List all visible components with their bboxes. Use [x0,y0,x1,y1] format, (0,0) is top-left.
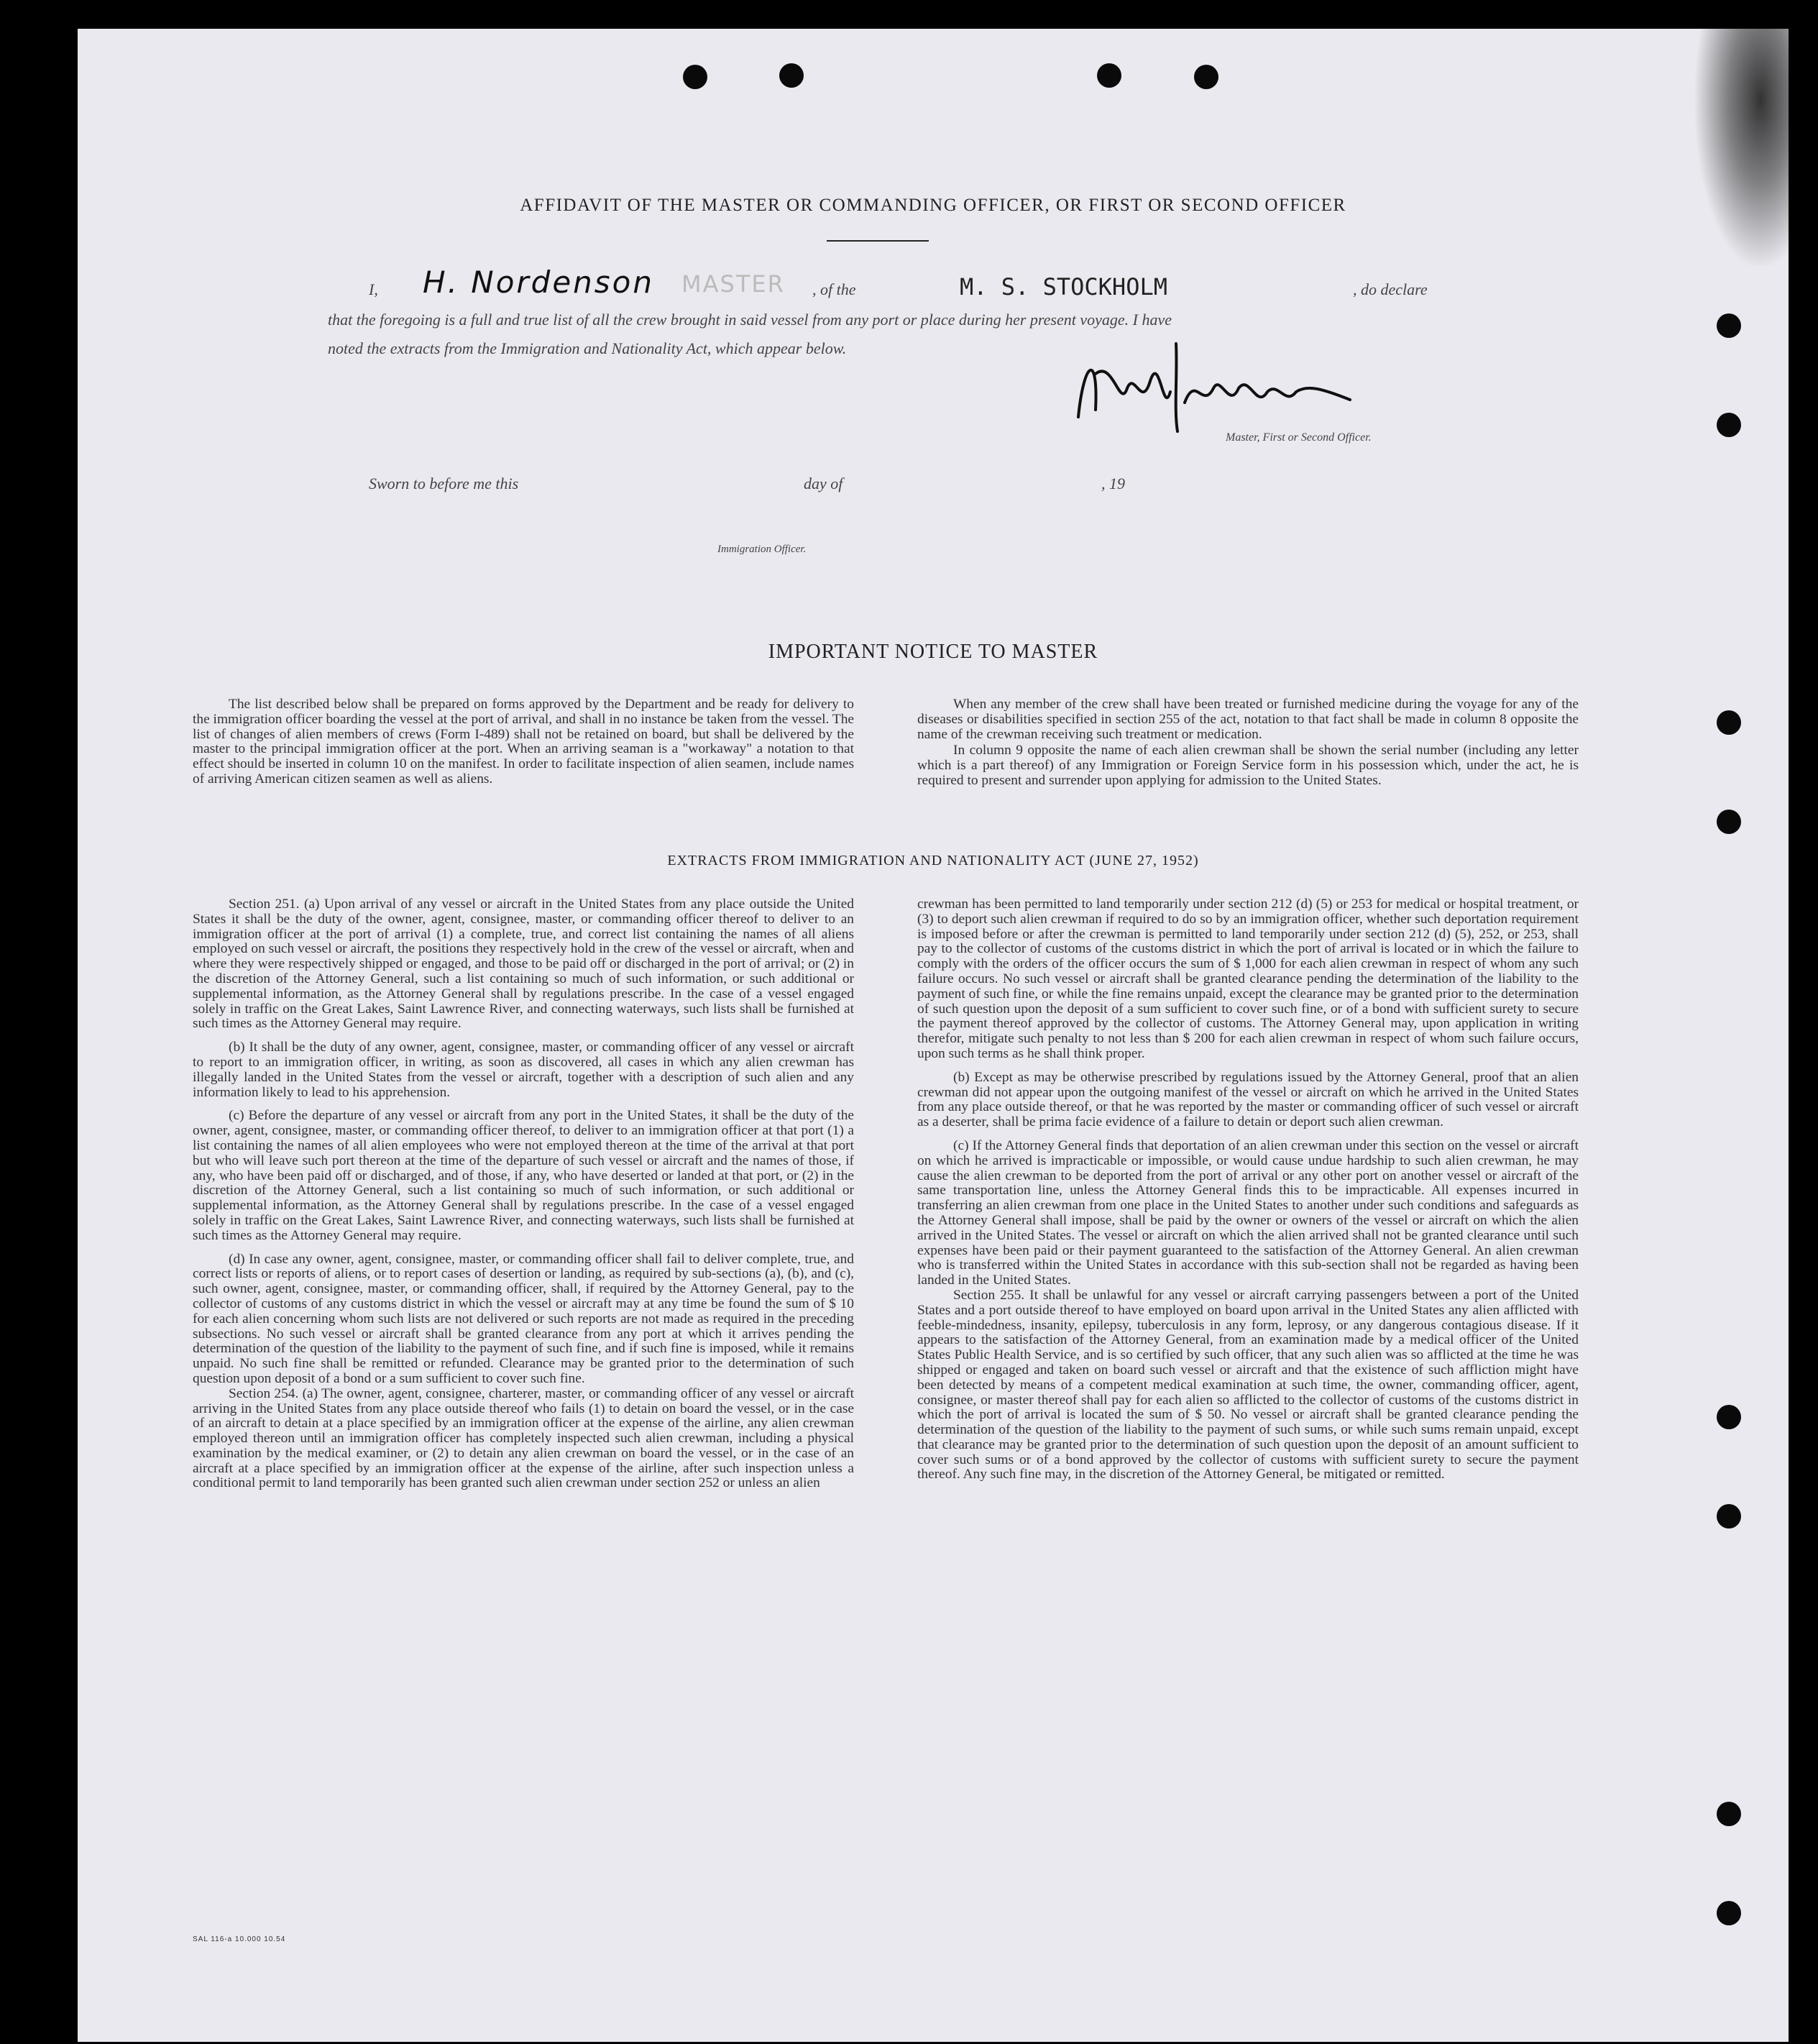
extracts-left-column [193,897,854,1491]
punch-hole [1717,710,1741,735]
form-code: SAL 116-a 10.000 10.54 [193,1935,286,1943]
punch-hole [779,63,804,88]
notice-left-column [193,697,854,787]
punch-hole [1717,413,1741,437]
notice-paragraph: When any member of the crew shall have been treated or furnished medicine during the voyage for any of the diseases or disabilities specified in section 255 of the act, notation to that fact shall be made in column 8 opposite the name of the crewman receiving such treatment or medication. [917,697,1579,742]
affidavit-title: AFFIDAVIT OF THE MASTER OR COMMANDING OFFICER, OR FIRST OR SECOND OFFICER [520,196,1346,215]
punch-hole [1097,63,1121,88]
punch-hole [1717,313,1741,338]
of-the-label: , of the [812,280,856,298]
day-of-label: day of [804,475,843,492]
signature-scrawl [1070,331,1357,446]
document-page [78,29,1789,2042]
extracts-right-column [917,897,1579,1482]
section-paragraph: Section 251. (a) Upon arrival of any vessel or aircraft in the United States from any place outside the United States it shall be the duty of the owner, agent, consignee, master, or commanding officer thereof to deliver to an immigration officer at the port of arrival (1) a complete, true, and correct list containing the names of all aliens employed on such vessel or aircraft, the positions they respectively hold in the crew of the vessel or aircraft, when and where they were respectively shipped or engaged, and those to be paid off or discharged in the port of arrival; or (2) in the discretion of the Attorney General, such a list containing so much of such information, or such additional or supplemental information, as the Attorney General shall by regulations prescribe. In the case of a vessel engaged solely in traffic on the Great Lakes, Saint Lawrence River, and connecting waterways, such lists shall be furnished at such times as the Attorney General may require. [193,897,854,1032]
punch-hole [1717,1405,1741,1429]
scan-smudge [1695,29,1789,266]
notice-right-column [917,697,1579,789]
officer-caption: Immigration Officer. [717,544,807,555]
year-label: , 19 [1101,475,1125,492]
declaration-line: that the foregoing is a full and true list of all the crew brought in said vessel from any port or place during her present voyage. I have [328,311,1172,329]
punch-hole [1717,1901,1741,1925]
punch-hole [683,65,707,89]
extracts-title: EXTRACTS FROM IMMIGRATION AND NATIONALITY ACT (JUNE 27, 1952) [667,853,1199,869]
section-paragraph: (b) Except as may be otherwise prescribed by regulations issued by the Attorney General, proof that an alien crewman did not appear upon the outgoing manifest of the vessel or aircraft on which he arrived in the United States from any place outside thereof, or that he was reported by the master or commanding officer of such vessel or aircraft as a deserter, shall be prima facie evidence of a failure to detain or deport such alien crewman. [917,1069,1579,1130]
vessel-name: M. S. STOCKHOLM [960,273,1167,301]
notice-title: IMPORTANT NOTICE TO MASTER [768,641,1098,663]
notice-paragraph: In column 9 opposite the name of each alien crewman shall be shown the serial number (including any letter which is a part thereof) of any Immigration or Foreign Service form in his possession which, under the act, he is required to present and surrender upon applying for admission to the United States. [917,743,1579,788]
signature-caption: Master, First or Second Officer. [1226,431,1372,444]
notice-paragraph: The list described below shall be prepared on forms approved by the Department and be ready for delivery to the immigration officer boarding the vessel at the port of arrival, and shall in no instance be taken from the vessel. The list of changes of alien members of crews (Form I-489) shall not be retained on board, but shall be delivered by the master to the principal immigration officer at the port. When an arriving seaman is a "workaway" a notation to that effect should be inserted in column 10 on the manifest. In order to facilitate inspection of alien seamen, include names of arriving American citizen seamen as well as aliens. [193,697,854,787]
section-paragraph: (c) Before the departure of any vessel or aircraft from any port in the United States, it shall be the duty of the owner, agent, consignee, master, or commanding officer thereof, to deliver to an immigration officer at that port (1) a list containing the names of all alien employees who were not employed thereon at the time of the arrival at that port but who will leave such port thereon at the time of the departure of such vessel or aircraft and the names of those, if any, who have been paid off or discharged, and of those, if any, who have deserted or landed at that port, or (2) in the discretion of the Attorney General, such a list containing so much of such information, or such additional or supplemental information, as the Attorney General shall by regulations prescribe. In the case of a vessel engaged solely in traffic on the Great Lakes, Saint Lawrence River, and connecting waterways, such lists shall be furnished at such times as the Attorney General may require. [193,1108,854,1243]
master-name: H. Nordenson [423,265,654,300]
punch-hole [1194,65,1218,89]
section-paragraph: Section 254. (a) The owner, agent, consignee, charterer, master, or commanding officer of any vessel or aircraft arriving in the United States from any place outside thereof who fails (1) to detain on board the vessel, or in the case of an aircraft to detain at a place specified by an immigration officer at the expense of the airline, any alien crewman employed thereon until an immigration officer has completely inspected such alien crewman, including a physical examination by the medical examiner, or (2) to detain any alien crewman on board the vessel, or in the case of an aircraft at a place specified by an immigration officer at the expense of the airline, after such inspection unless a conditional permit to land temporarily has been granted such alien crewman under section 252 or unless an alien [193,1385,854,1491]
section-paragraph: crewman has been permitted to land temporarily under section 212 (d) (5) or 253 for medical or hospital treatment, or (3) to deport such alien crewman if required to do so by an immigration officer, whether such deportation requirement is imposed before or after the crewman is permitted to land temporarily under section 212 (d) (5), 252, or 253, shall pay to the collector of customs of the customs district in which the port of arrival is located or in which the failure to comply with the orders of the officer occurs the sum of $ 1,000 for each alien crewman in respect of whom any such failure occurs. No such vessel or aircraft shall be granted clearance pending the determination of the liability to the payment of such fine, or while the fine remains unpaid, except the clearance may be granted prior to the determination of such question upon the deposit of a sum sufficient to cover such fine, or of a bond with sufficient surety to secure the payment thereof approved by the collector of customs. The Attorney General may, upon application in writing therefor, mitigate such penalty to not less than $ 200 for each alien crewman in respect of whom such failure occurs, upon such terms as he shall think proper. [917,897,1579,1061]
punch-hole [1717,810,1741,834]
section-paragraph: Section 255. It shall be unlawful for any vessel or aircraft carrying passengers between a port of the United States and a port outside thereof to have employed on board upon arrival in the United States any alien afflicted with feeble-mindedness, insanity, epilepsy, tuberculosis in any form, leprosy, or any dangerous contagious disease. If it appears to the satisfaction of the Attorney General, from an examination made by a medical officer of the United States Public Health Service, and is so certified by such officer, that any such alien was so afflicted at the time he was shipped or engaged and taken on board such vessel or aircraft and that the existence of such affliction might have been detected by means of a competent medical examination at such time, the owner, commanding officer, agent, consignee, or master thereof shall pay for each alien so afflicted to the collector of customs of the customs district in which the port of arrival is located the sum of $ 50. No vessel or aircraft shall be granted clearance pending the determination of the question of the liability to the payment of such sums, or while such sums remain unpaid, except that clearance may be granted prior to the determination of such question upon the deposit of an amount sufficient to cover such sums or of a bond approved by the collector of customs with sufficient surety to secure the payment thereof. Any such fine may, in the discretion of the Attorney General, be mitigated or remitted. [917,1287,1579,1482]
sworn-label: Sworn to before me this [369,475,519,492]
section-paragraph: (d) In case any owner, agent, consignee, master, or commanding officer shall fail to deliver complete, true, and correct lists or reports of aliens, or to report cases of desertion or landing, as required by sub-sections (a), (b), and (c), such owner, agent, consignee, master, or commanding officer, shall, if required by the Attorney General, pay to the collector of customs of any customs district in which the vessel or aircraft may at any time be found the sum of $ 10 for each alien concerning whom such lists are not delivered or such reports are not made as required in the preceding subsections. No such vessel or aircraft shall be granted clearance from any port at which it arrives pending the determination of the question of the liability to the payment of such fine, and if such fine is imposed, while it remains unpaid. No such fine shall be remitted or refunded. Clearance may be granted prior to the determination of such question upon deposit of a bond or a sum sufficient to cover such fine. [193,1251,854,1386]
punch-hole [1717,1802,1741,1826]
master-rank: MASTER [681,270,785,298]
section-paragraph: (c) If the Attorney General finds that deportation of an alien crewman under this section on the vessel or aircraft on which he arrived is impracticable or impossible, or would cause undue hardship to such alien crewman, he may cause the alien crewman to be deported from the port of arrival or any other port on another vessel or aircraft of the same transportation line, unless the Attorney General finds this to be impracticable. All expenses incurred in transferring an alien crewman from one place in the United States to another under such conditions and safeguards as the Attorney General shall impose, shall be paid by the owner or owners of the vessel or aircraft on which the alien arrived in the United States. The vessel or aircraft on which the alien arrived shall not be granted clearance until such expenses have been paid or their payment guaranteed to the satisfaction of the Attorney General. An alien crewman who is transferred within the United States in accordance with this sub-section shall not be regarded as having been landed in the United States. [917,1137,1579,1288]
do-declare-label: , do declare [1353,280,1428,298]
i-label: I, [369,280,378,298]
title-rule [827,240,929,242]
punch-hole [1717,1504,1741,1529]
declaration-line: noted the extracts from the Immigration and Nationality Act, which appear below. [328,339,847,357]
section-paragraph: (b) It shall be the duty of any owner, agent, consignee, master, or commanding officer of any vessel or aircraft to report to an immigration officer, in writing, as soon as discovered, all cases in which any alien crewman has illegally landed in the United States from the vessel or aircraft, together with a description of such alien and any information likely to lead to his apprehension. [193,1040,854,1100]
